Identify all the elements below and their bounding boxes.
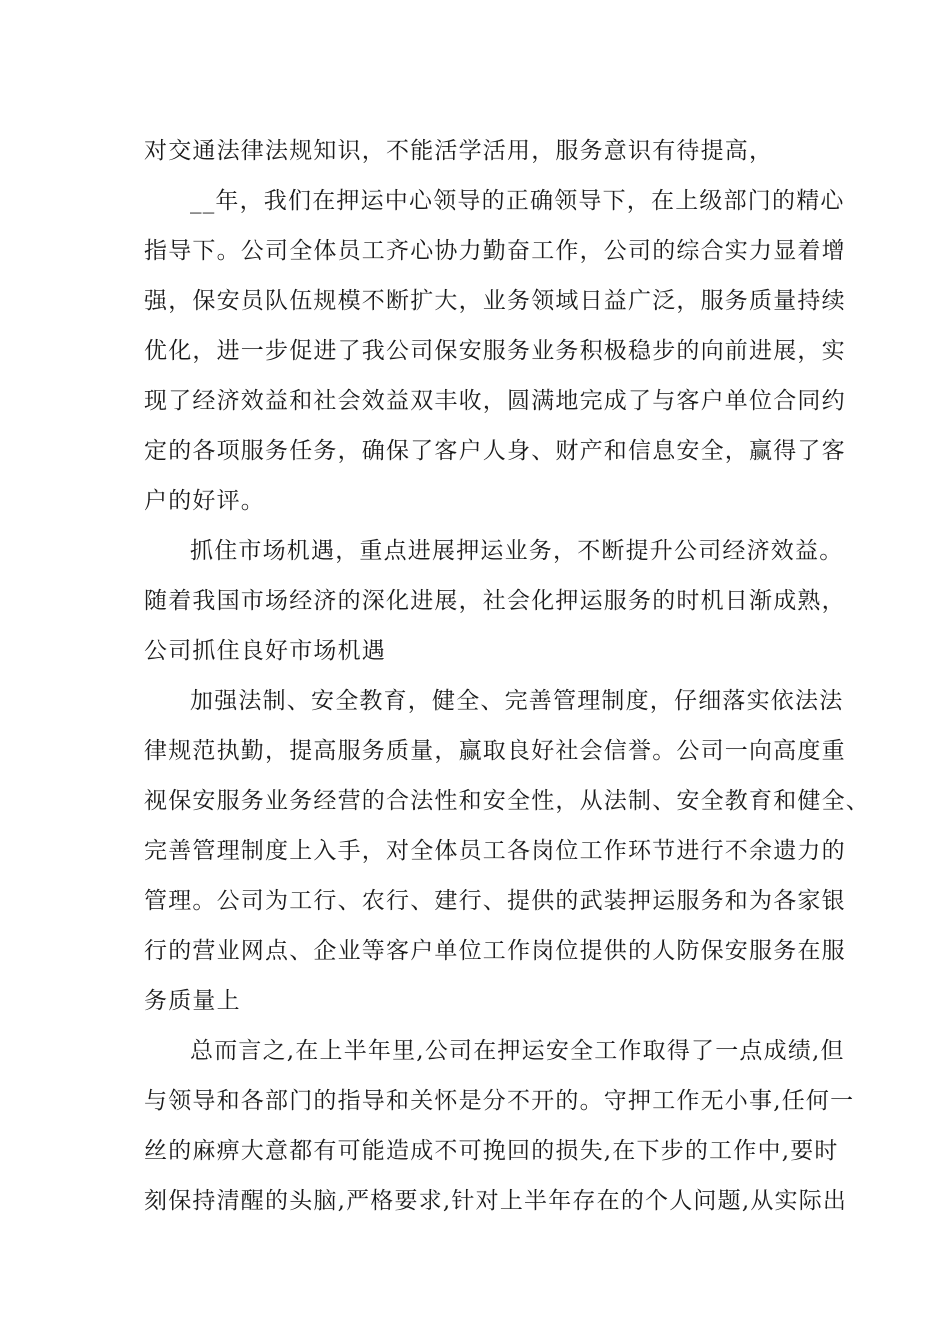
text-line: 丝的麻痹大意都有可能造成不可挽回的损失,在下步的工作中,要时 [144, 1138, 839, 1164]
text-line: 指导下。公司全体员工齐心协力勤奋工作，公司的综合实力显着增 [144, 238, 846, 264]
text-line: 刻保持清醒的头脑,严格要求,针对上半年存在的个人问题,从实际出 [144, 1188, 848, 1214]
text-line: 总而言之,在上半年里,公司在押运安全工作取得了一点成绩,但 [190, 1038, 845, 1064]
text-line: 行的营业网点、企业等客户单位工作岗位提供的人防保安服务在服 [144, 938, 846, 964]
text-line: 定的各项服务任务，确保了客户人身、财产和信息安全，赢得了客 [144, 438, 846, 464]
text-line: 律规范执勤，提高服务质量，赢取良好社会信誉。公司一向高度重 [144, 738, 846, 764]
text-line: 视保安服务业务经营的合法性和安全性，从法制、安全教育和健全、 [144, 788, 870, 814]
text-line: 加强法制、安全教育，健全、完善管理制度，仔细落实依法法 [190, 688, 844, 714]
text-line: 强，保安员队伍规模不断扩大，业务领域日益广泛，服务质量持续 [144, 288, 846, 314]
text-line: 对交通法律法规知识，不能活学活用，服务意识有待提高， [144, 138, 774, 164]
text-line: 随着我国市场经济的深化进展，社会化押运服务的时机日渐成熟， [144, 588, 846, 614]
text-line: __年，我们在押运中心领导的正确领导下，在上级部门的精心 [190, 188, 845, 214]
text-line: 与领导和各部门的指导和关怀是分不开的。守押工作无小事,任何一 [144, 1088, 855, 1114]
text-line: 完善管理制度上入手，对全体员工各岗位工作环节进行不余遗力的 [144, 838, 846, 864]
text-line: 管理。公司为工行、农行、建行、提供的武装押运服务和为各家银 [144, 888, 846, 914]
text-line: 现了经济效益和社会效益双丰收，圆满地完成了与客户单位合同约 [144, 388, 846, 414]
text-line: 优化，进一步促进了我公司保安服务业务积极稳步的向前进展，实 [144, 338, 846, 364]
text-line: 户的好评。 [144, 488, 265, 514]
text-line: 抓住市场机遇，重点进展押运业务，不断提升公司经济效益。 [190, 538, 844, 564]
text-line: 公司抓住良好市场机遇 [144, 638, 386, 664]
text-line: 务质量上 [144, 988, 241, 1014]
